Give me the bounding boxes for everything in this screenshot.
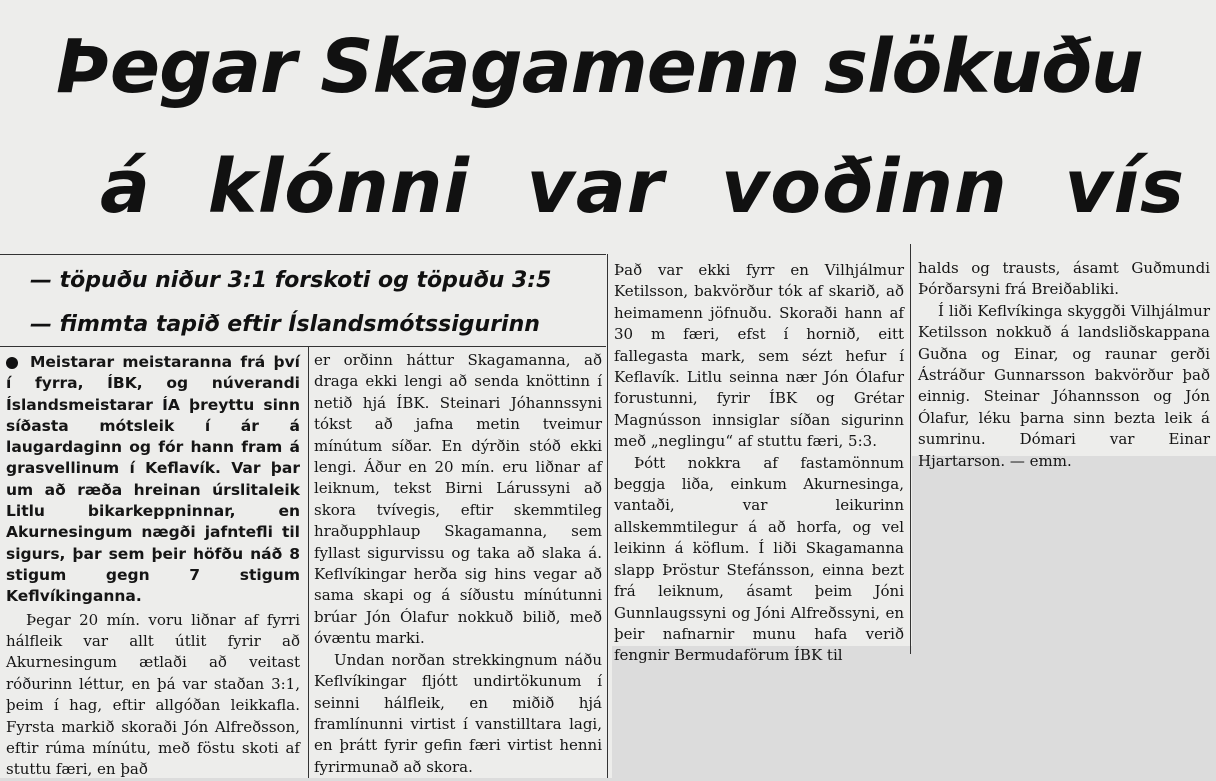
paragraph: Undan norðan strekkingnum náðu Keflvíkingar fljótt undirtökunum í seinni hálfleik, en miðið hjá framlínunni virtist í vanstilltara lagi, en þrátt fyrir gefin færi virtist henni fyrirmunað að skora. (314, 650, 602, 776)
column-rule (910, 244, 911, 654)
article-column-4 (918, 258, 1210, 472)
column-rule (607, 254, 608, 778)
bullet-icon (6, 357, 18, 369)
paragraph: Það var ekki fyrr en Vilhjálmur Ketilsson, bakvörður tók af skarið, að heimamenn jöfnuðu. Skoraði hann af 30 m færi, efst í hornið, eitt fallegasta mark, sem sézt hefur í Keflavík. Litlu seinna nær Jón Ólafur forustunni, fyrir ÍBK og Grétar Magnússon innsiglar síðan sigurinn með „neglingu“ af stuttu færi, 5:3. (614, 261, 904, 451)
lead-paragraph: Meistarar meistaranna frá því í fyrra, ÍBK, og núverandi Íslandsmeistarar ÍA þreyttu sinn síðasta mótsleik í ár á laugardaginn og fór hann fram á grasvellinum í Keflavík. Var þar um að ræða hreinan úrslitaleik Litlu bikarkeppninnar, en Akurnesingum nægði jafntefli til sigurs, þar sem þeir höfðu náð 8 stigum gegn 7 stigum Keflvíkinganna. (6, 353, 300, 606)
paragraph: Þegar 20 mín. voru liðnar af fyrri hálfleik var allt útlit fyrir að Akurnesingum ætlaði að veitast róðurinn léttur, en þá var staðan 3:1, þeim í hag, eftir allgóðan leikkafla. Fyrsta markið skoraði Jón Alfreðsson, eftir rúma mínútu, með föstu skoti af stuttu færi, en það (6, 610, 300, 779)
headline-line-1: Þegar Skagamenn slökuðu (56, 24, 1143, 110)
article-column-2 (314, 350, 602, 778)
article-column-3 (614, 260, 904, 667)
divider (0, 346, 606, 347)
article-column-1 (6, 352, 300, 781)
headline-line-2: á klónni var voðinn vís (100, 144, 1186, 230)
paragraph: Í liði Keflvíkinga skyggði Vilhjálmur Ketilsson nokkuð á landsliðskappana Guðna og Einar, og raunar gerði Ástráður Gunnarsson bakvörður það einnig. Steinar Jóhannsson og Jón Ólafur, léku þarna sinn bezta leik á sumrinu. Dómari var Einar Hjartarson. — emm. (918, 301, 1210, 470)
subheadline-1: — töpuðu niður 3:1 forskoti og töpuðu 3:5 (30, 268, 552, 293)
column-rule (308, 346, 309, 778)
blank-area-right (912, 456, 1216, 646)
paragraph: Þótt nokkra af fastamönnum beggja liða, einkum Akurnesinga, vantaði, var leikurinn allskemmtilegur á að horfa, og vel leikinn á köflum. Í liði Skagamanna slapp Þröstur Stefánsson, einna bezt frá leiknum, ásamt þeim Jóni Gunnlaugssyni og Jóni Alfreðssyni, en þeir nafnarnir munu hafa verið fengnir Bermudaförum ÍBK til (614, 453, 904, 665)
paragraph: er orðinn háttur Skagamanna, að draga ekki lengi að senda knöttinn í netið hjá ÍBK. Steinari Jóhannssyni tókst að jafna metin tveimur mínútum síðar. En dýrðin stóð ekki lengi. Áður en 20 mín. eru liðnar af leiknum, tekst Birni Lárussyni að skora tvívegis, eftir skemmtileg hraðupphlaup Skagamanna, sem fyllast sigurvissu og taka að slaka á. Keflvíkingar herða sig hins vegar að sama skapi og á síðustu mínútunni brúar Jón Ólafur nokkuð bilið, með óvæntu marki. (314, 351, 602, 648)
paragraph: halds og trausts, ásamt Guðmundi Þórðarsyni frá Breiðabliki. (918, 259, 1210, 299)
divider (0, 254, 606, 255)
subheadline-2: — fimmta tapið eftir Íslandsmótssigurinn (30, 312, 540, 337)
